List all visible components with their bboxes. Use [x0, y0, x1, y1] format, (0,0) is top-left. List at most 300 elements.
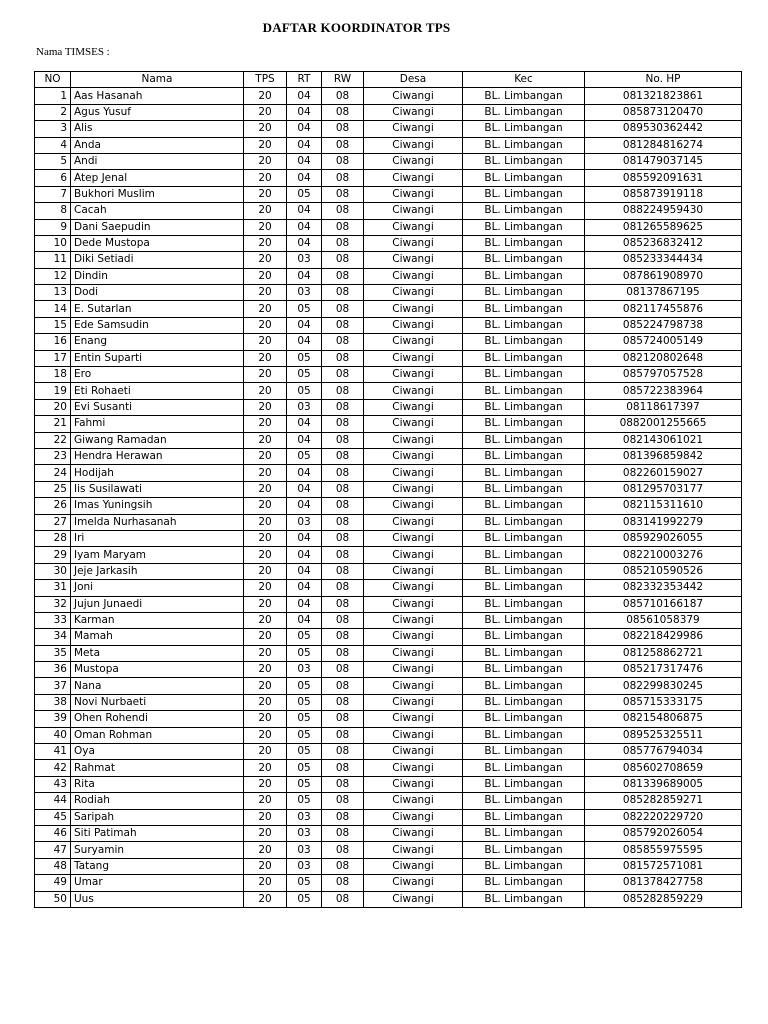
cell-nama: Dede Mustopa [71, 235, 244, 251]
cell-rw: 08 [322, 612, 364, 628]
cell-kec: BL. Limbangan [463, 563, 585, 579]
cell-tps: 20 [244, 842, 287, 858]
table-row [35, 268, 742, 284]
cell-no: 1 [35, 88, 71, 104]
cell-nama: Oman Rohman [71, 727, 244, 743]
cell-tps: 20 [244, 317, 287, 333]
cell-desa: Ciwangi [364, 137, 463, 153]
table-row [35, 481, 742, 497]
cell-kec: BL. Limbangan [463, 727, 585, 743]
cell-no: 34 [35, 629, 71, 645]
cell-no-hp: 085710166187 [585, 596, 742, 612]
cell-no-hp: 085224798738 [585, 317, 742, 333]
cell-kec: BL. Limbangan [463, 268, 585, 284]
table-row [35, 580, 742, 596]
cell-rw: 08 [322, 678, 364, 694]
cell-no-hp: 08137867195 [585, 285, 742, 301]
cell-no: 20 [35, 399, 71, 415]
cell-tps: 20 [244, 252, 287, 268]
cell-rw: 08 [322, 416, 364, 432]
cell-rt: 03 [287, 809, 322, 825]
cell-rt: 04 [287, 530, 322, 546]
cell-no-hp: 085217317476 [585, 662, 742, 678]
cell-tps: 20 [244, 793, 287, 809]
cell-desa: Ciwangi [364, 301, 463, 317]
table-row [35, 186, 742, 202]
cell-no: 14 [35, 301, 71, 317]
cell-tps: 20 [244, 711, 287, 727]
cell-rt: 04 [287, 170, 322, 186]
cell-no: 10 [35, 235, 71, 251]
cell-kec: BL. Limbangan [463, 399, 585, 415]
cell-no-hp: 082220229720 [585, 809, 742, 825]
cell-desa: Ciwangi [364, 547, 463, 563]
table-row [35, 760, 742, 776]
cell-rt: 05 [287, 645, 322, 661]
cell-desa: Ciwangi [364, 875, 463, 891]
cell-rw: 08 [322, 235, 364, 251]
page-title: DAFTAR KOORDINATOR TPS [262, 20, 451, 35]
cell-no: 31 [35, 580, 71, 596]
cell-rw: 08 [322, 547, 364, 563]
cell-rw: 08 [322, 137, 364, 153]
cell-kec: BL. Limbangan [463, 842, 585, 858]
cell-no-hp: 081572571081 [585, 858, 742, 874]
cell-desa: Ciwangi [364, 104, 463, 120]
table-row [35, 645, 742, 661]
cell-no: 36 [35, 662, 71, 678]
cell-desa: Ciwangi [364, 612, 463, 628]
cell-nama: Siti Patimah [71, 825, 244, 841]
cell-kec: BL. Limbangan [463, 858, 585, 874]
cell-rw: 08 [322, 219, 364, 235]
cell-tps: 20 [244, 170, 287, 186]
cell-rw: 08 [322, 760, 364, 776]
cell-kec: BL. Limbangan [463, 514, 585, 530]
table-row [35, 153, 742, 169]
cell-nama: Rahmat [71, 760, 244, 776]
cell-rt: 04 [287, 334, 322, 350]
cell-rw: 08 [322, 367, 364, 383]
table-row [35, 137, 742, 153]
cell-tps: 20 [244, 645, 287, 661]
cell-rw: 08 [322, 891, 364, 907]
cell-desa: Ciwangi [364, 514, 463, 530]
table-row [35, 448, 742, 464]
cell-tps: 20 [244, 383, 287, 399]
cell-kec: BL. Limbangan [463, 301, 585, 317]
cell-tps: 20 [244, 514, 287, 530]
cell-rt: 05 [287, 694, 322, 710]
cell-no-hp: 082115311610 [585, 498, 742, 514]
cell-rt: 03 [287, 252, 322, 268]
cell-rw: 08 [322, 153, 364, 169]
cell-no: 29 [35, 547, 71, 563]
table-row [35, 711, 742, 727]
cell-no-hp: 083141992279 [585, 514, 742, 530]
cell-kec: BL. Limbangan [463, 596, 585, 612]
table-row [35, 285, 742, 301]
cell-nama: Imelda Nurhasanah [71, 514, 244, 530]
cell-rt: 04 [287, 563, 322, 579]
cell-nama: Jujun Junaedi [71, 596, 244, 612]
table-row [35, 875, 742, 891]
cell-rt: 03 [287, 399, 322, 415]
cell-no: 42 [35, 760, 71, 776]
cell-rw: 08 [322, 104, 364, 120]
cell-nama: Tatang [71, 858, 244, 874]
cell-no-hp: 082210003276 [585, 547, 742, 563]
cell-rt: 05 [287, 629, 322, 645]
table-row [35, 514, 742, 530]
cell-no: 35 [35, 645, 71, 661]
cell-no: 30 [35, 563, 71, 579]
cell-kec: BL. Limbangan [463, 88, 585, 104]
cell-no: 9 [35, 219, 71, 235]
cell-no-hp: 081321823861 [585, 88, 742, 104]
cell-no-hp: 08561058379 [585, 612, 742, 628]
cell-no: 3 [35, 121, 71, 137]
cell-rt: 05 [287, 875, 322, 891]
cell-tps: 20 [244, 530, 287, 546]
cell-tps: 20 [244, 399, 287, 415]
cell-kec: BL. Limbangan [463, 252, 585, 268]
cell-rt: 05 [287, 186, 322, 202]
header-rt: RT [287, 72, 322, 88]
cell-no: 49 [35, 875, 71, 891]
cell-nama: Diki Setiadi [71, 252, 244, 268]
cell-kec: BL. Limbangan [463, 645, 585, 661]
cell-no: 8 [35, 203, 71, 219]
cell-rw: 08 [322, 776, 364, 792]
table-row [35, 776, 742, 792]
cell-rt: 04 [287, 88, 322, 104]
cell-tps: 20 [244, 104, 287, 120]
cell-tps: 20 [244, 858, 287, 874]
cell-rw: 08 [322, 809, 364, 825]
cell-kec: BL. Limbangan [463, 776, 585, 792]
cell-nama: Mamah [71, 629, 244, 645]
cell-rt: 05 [287, 678, 322, 694]
cell-no: 2 [35, 104, 71, 120]
table-header-row [35, 72, 742, 88]
cell-tps: 20 [244, 448, 287, 464]
cell-rt: 05 [287, 760, 322, 776]
cell-rw: 08 [322, 383, 364, 399]
table-row [35, 612, 742, 628]
cell-rt: 05 [287, 776, 322, 792]
table-row [35, 530, 742, 546]
cell-no: 17 [35, 350, 71, 366]
cell-kec: BL. Limbangan [463, 875, 585, 891]
cell-rt: 04 [287, 465, 322, 481]
table-row [35, 809, 742, 825]
cell-rw: 08 [322, 334, 364, 350]
header-kec: Kec [463, 72, 585, 88]
cell-tps: 20 [244, 662, 287, 678]
cell-no: 41 [35, 744, 71, 760]
cell-rt: 04 [287, 121, 322, 137]
cell-no: 12 [35, 268, 71, 284]
cell-no: 15 [35, 317, 71, 333]
cell-no: 26 [35, 498, 71, 514]
cell-tps: 20 [244, 809, 287, 825]
cell-rt: 03 [287, 858, 322, 874]
table-body [35, 88, 742, 908]
table-row [35, 235, 742, 251]
cell-tps: 20 [244, 367, 287, 383]
cell-no: 39 [35, 711, 71, 727]
cell-desa: Ciwangi [364, 153, 463, 169]
cell-rt: 04 [287, 137, 322, 153]
cell-rw: 08 [322, 448, 364, 464]
cell-no-hp: 082332353442 [585, 580, 742, 596]
cell-no-hp: 085282859229 [585, 891, 742, 907]
table-row [35, 416, 742, 432]
cell-tps: 20 [244, 465, 287, 481]
cell-tps: 20 [244, 776, 287, 792]
cell-no-hp: 085236832412 [585, 235, 742, 251]
cell-rt: 04 [287, 104, 322, 120]
cell-tps: 20 [244, 416, 287, 432]
cell-no-hp: 081396859842 [585, 448, 742, 464]
cell-tps: 20 [244, 203, 287, 219]
cell-no-hp: 085797057528 [585, 367, 742, 383]
cell-rw: 08 [322, 285, 364, 301]
cell-rt: 05 [287, 727, 322, 743]
cell-kec: BL. Limbangan [463, 694, 585, 710]
cell-nama: Rita [71, 776, 244, 792]
cell-no-hp: 081284816274 [585, 137, 742, 153]
cell-kec: BL. Limbangan [463, 317, 585, 333]
cell-rw: 08 [322, 399, 364, 415]
cell-no: 6 [35, 170, 71, 186]
cell-desa: Ciwangi [364, 88, 463, 104]
cell-rt: 05 [287, 350, 322, 366]
cell-desa: Ciwangi [364, 186, 463, 202]
cell-desa: Ciwangi [364, 744, 463, 760]
cell-kec: BL. Limbangan [463, 416, 585, 432]
cell-nama: Cacah [71, 203, 244, 219]
cell-rt: 04 [287, 432, 322, 448]
cell-rt: 03 [287, 825, 322, 841]
table-row [35, 317, 742, 333]
cell-rw: 08 [322, 186, 364, 202]
cell-desa: Ciwangi [364, 268, 463, 284]
cell-nama: Rodiah [71, 793, 244, 809]
cell-kec: BL. Limbangan [463, 235, 585, 251]
cell-no-hp: 081258862721 [585, 645, 742, 661]
cell-tps: 20 [244, 629, 287, 645]
cell-rt: 04 [287, 498, 322, 514]
cell-rw: 08 [322, 858, 364, 874]
table-row [35, 203, 742, 219]
cell-no: 24 [35, 465, 71, 481]
cell-desa: Ciwangi [364, 383, 463, 399]
cell-tps: 20 [244, 727, 287, 743]
cell-nama: Anda [71, 137, 244, 153]
cell-desa: Ciwangi [364, 448, 463, 464]
cell-nama: Dani Saepudin [71, 219, 244, 235]
cell-no-hp: 085210590526 [585, 563, 742, 579]
cell-no-hp: 08118617397 [585, 399, 742, 415]
cell-kec: BL. Limbangan [463, 711, 585, 727]
cell-no: 7 [35, 186, 71, 202]
cell-no-hp: 085792026054 [585, 825, 742, 841]
table-row [35, 170, 742, 186]
cell-nama: Hendra Herawan [71, 448, 244, 464]
table-row [35, 563, 742, 579]
cell-nama: Ero [71, 367, 244, 383]
cell-kec: BL. Limbangan [463, 432, 585, 448]
cell-rt: 03 [287, 514, 322, 530]
cell-desa: Ciwangi [364, 645, 463, 661]
cell-rw: 08 [322, 645, 364, 661]
cell-rw: 08 [322, 694, 364, 710]
cell-kec: BL. Limbangan [463, 170, 585, 186]
cell-rw: 08 [322, 465, 364, 481]
cell-no-hp: 081479037145 [585, 153, 742, 169]
cell-rw: 08 [322, 268, 364, 284]
cell-nama: Suryamin [71, 842, 244, 858]
cell-rt: 03 [287, 842, 322, 858]
cell-desa: Ciwangi [364, 481, 463, 497]
cell-rw: 08 [322, 793, 364, 809]
cell-kec: BL. Limbangan [463, 285, 585, 301]
cell-desa: Ciwangi [364, 432, 463, 448]
cell-no: 38 [35, 694, 71, 710]
cell-no: 13 [35, 285, 71, 301]
cell-tps: 20 [244, 481, 287, 497]
cell-rt: 05 [287, 711, 322, 727]
cell-desa: Ciwangi [364, 858, 463, 874]
cell-tps: 20 [244, 891, 287, 907]
cell-tps: 20 [244, 153, 287, 169]
cell-no-hp: 0882001255665 [585, 416, 742, 432]
cell-tps: 20 [244, 88, 287, 104]
cell-nama: Mustopa [71, 662, 244, 678]
cell-rw: 08 [322, 350, 364, 366]
cell-no-hp: 085873120470 [585, 104, 742, 120]
cell-desa: Ciwangi [364, 285, 463, 301]
cell-no: 27 [35, 514, 71, 530]
cell-tps: 20 [244, 235, 287, 251]
table-row [35, 104, 742, 120]
cell-nama: Joni [71, 580, 244, 596]
cell-desa: Ciwangi [364, 498, 463, 514]
cell-no-hp: 088224959430 [585, 203, 742, 219]
cell-desa: Ciwangi [364, 252, 463, 268]
cell-desa: Ciwangi [364, 350, 463, 366]
table-row [35, 891, 742, 907]
cell-kec: BL. Limbangan [463, 793, 585, 809]
cell-nama: Ede Samsudin [71, 317, 244, 333]
cell-nama: Giwang Ramadan [71, 432, 244, 448]
cell-no: 16 [35, 334, 71, 350]
cell-nama: Nana [71, 678, 244, 694]
cell-desa: Ciwangi [364, 416, 463, 432]
cell-nama: Dindin [71, 268, 244, 284]
table-row [35, 301, 742, 317]
cell-no-hp: 085724005149 [585, 334, 742, 350]
cell-rt: 04 [287, 219, 322, 235]
cell-no-hp: 082117455876 [585, 301, 742, 317]
cell-tps: 20 [244, 137, 287, 153]
cell-rt: 03 [287, 662, 322, 678]
cell-tps: 20 [244, 121, 287, 137]
cell-rw: 08 [322, 530, 364, 546]
cell-no-hp: 085722383964 [585, 383, 742, 399]
cell-nama: Iis Susilawati [71, 481, 244, 497]
table-row [35, 842, 742, 858]
cell-rt: 05 [287, 448, 322, 464]
cell-tps: 20 [244, 285, 287, 301]
cell-no: 47 [35, 842, 71, 858]
cell-nama: Eti Rohaeti [71, 383, 244, 399]
cell-kec: BL. Limbangan [463, 121, 585, 137]
table-row [35, 367, 742, 383]
cell-no-hp: 085233344434 [585, 252, 742, 268]
cell-no-hp: 081295703177 [585, 481, 742, 497]
cell-no: 48 [35, 858, 71, 874]
cell-no-hp: 082143061021 [585, 432, 742, 448]
table-row [35, 662, 742, 678]
cell-kec: BL. Limbangan [463, 678, 585, 694]
table-row [35, 121, 742, 137]
cell-tps: 20 [244, 186, 287, 202]
cell-no: 46 [35, 825, 71, 841]
cell-nama: Imas Yuningsih [71, 498, 244, 514]
cell-no: 32 [35, 596, 71, 612]
cell-kec: BL. Limbangan [463, 186, 585, 202]
cell-desa: Ciwangi [364, 317, 463, 333]
cell-rt: 04 [287, 268, 322, 284]
cell-desa: Ciwangi [364, 891, 463, 907]
cell-nama: Novi Nurbaeti [71, 694, 244, 710]
cell-rw: 08 [322, 825, 364, 841]
cell-tps: 20 [244, 547, 287, 563]
cell-rt: 04 [287, 547, 322, 563]
cell-kec: BL. Limbangan [463, 530, 585, 546]
cell-desa: Ciwangi [364, 629, 463, 645]
cell-rt: 04 [287, 235, 322, 251]
cell-no-hp: 082260159027 [585, 465, 742, 481]
cell-no-hp: 089525325511 [585, 727, 742, 743]
cell-no-hp: 085282859271 [585, 793, 742, 809]
table-row [35, 498, 742, 514]
cell-no: 33 [35, 612, 71, 628]
table-row [35, 399, 742, 415]
cell-desa: Ciwangi [364, 399, 463, 415]
cell-nama: Andi [71, 153, 244, 169]
cell-rw: 08 [322, 875, 364, 891]
cell-rw: 08 [322, 481, 364, 497]
cell-no-hp: 087861908970 [585, 268, 742, 284]
cell-rw: 08 [322, 88, 364, 104]
cell-no-hp: 085855975595 [585, 842, 742, 858]
cell-rt: 05 [287, 891, 322, 907]
cell-kec: BL. Limbangan [463, 448, 585, 464]
cell-desa: Ciwangi [364, 121, 463, 137]
cell-tps: 20 [244, 678, 287, 694]
cell-nama: Alis [71, 121, 244, 137]
table-row [35, 350, 742, 366]
cell-desa: Ciwangi [364, 711, 463, 727]
cell-kec: BL. Limbangan [463, 891, 585, 907]
cell-rw: 08 [322, 514, 364, 530]
cell-rw: 08 [322, 317, 364, 333]
header-no: NO [35, 72, 71, 88]
